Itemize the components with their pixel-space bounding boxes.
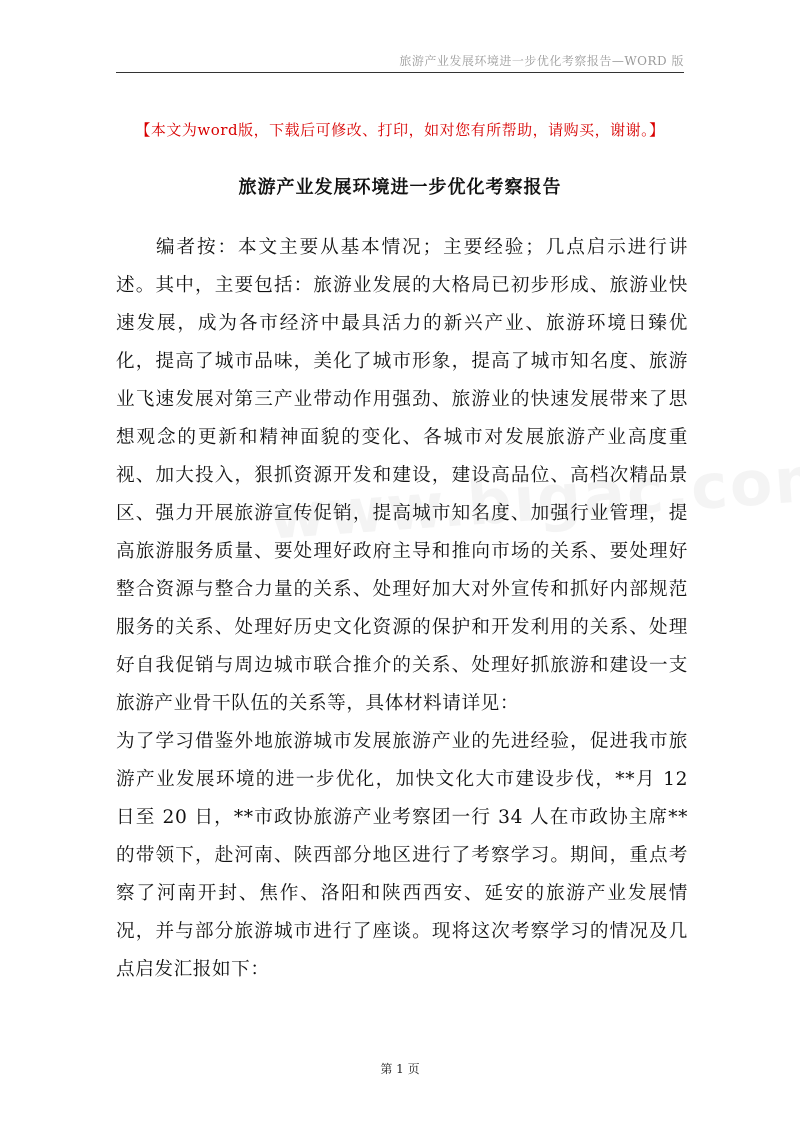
document-body [116, 229, 688, 989]
purchase-notice: 【本文为word版，下载后可修改、打印，如对您有所帮助，请购买，谢谢。】 [135, 121, 665, 139]
header-divider [116, 72, 684, 73]
running-header: 旅游产业发展环境进一步优化考察报告—WORD 版 [399, 54, 684, 68]
intro-paragraph: 为了学习借鉴外地旅游城市发展旅游产业的先进经验，促进我市旅游产业发展环境的进一步优化，加快文化大市建设步伐，**月 12 日至 20 日，**市政协旅游产业考察团一行 34 人在市政协主席**的带领下，赴河南、陕西部分地区进行了考察学习。期间，重点考察了河南开封、焦作、洛阳和陕西西安、延安的旅游产业发展情况，并与部分旅游城市进行了座谈。现将这次考察学习的情况及几点启发汇报如下： [116, 731, 688, 980]
editor-note-paragraph: 编者按：本文主要从基本情况；主要经验；几点启示进行讲述。其中，主要包括：旅游业发展的大格局已初步形成、旅游业快速发展，成为各市经济中最具活力的新兴产业、旅游环境日臻优化，提高了城市品味，美化了城市形象，提高了城市知名度、旅游业飞速发展对第三产业带动作用强劲、旅游业的快速发展带来了思想观念的更新和精神面貌的变化、各城市对发展旅游产业高度重视、加大投入，狠抓资源开发和建设，建设高品位、高档次精品景区、强力开展旅游宣传促销，提高城市知名度、加强行业管理，提高旅游服务质量、要处理好政府主导和推向市场的关系、要处理好整合资源与整合力量的关系、处理好加大对外宣传和抓好内部规范服务的关系、处理好历史文化资源的保护和开发利用的关系、处理好自我促销与周边城市联合推介的关系、处理好抓旅游和建设一支旅游产业骨干队伍的关系等，具体材料请详见： [116, 237, 688, 714]
document-title: 旅游产业发展环境进一步优化考察报告 [238, 177, 562, 198]
page-number: 第 1 页 [380, 1062, 420, 1076]
